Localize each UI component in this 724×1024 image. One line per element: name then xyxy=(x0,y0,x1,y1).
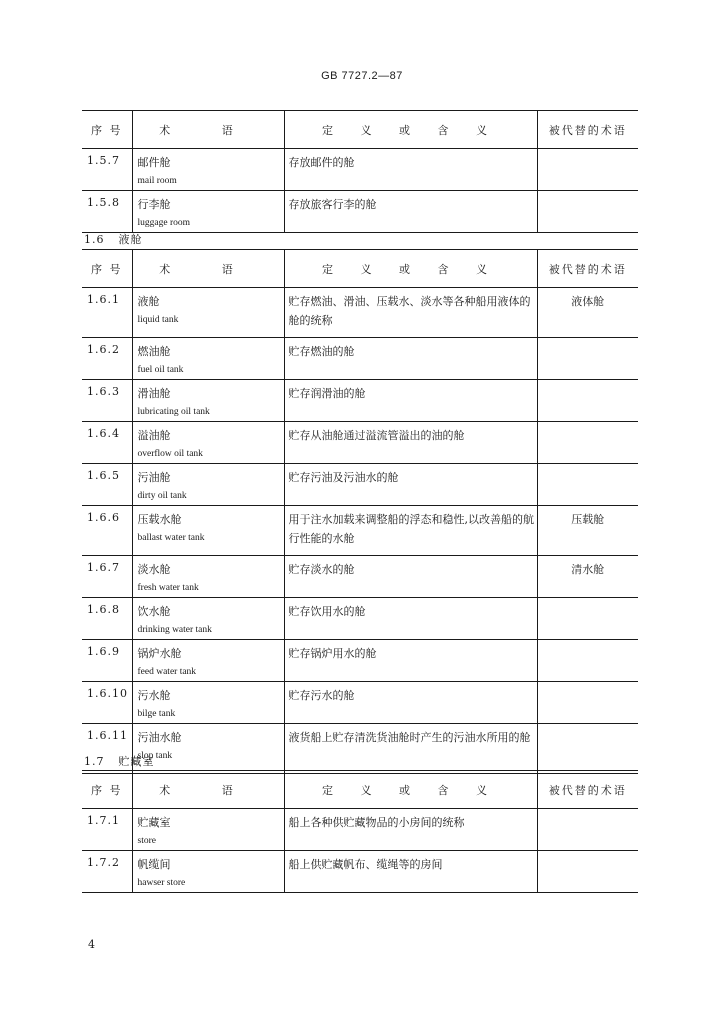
replaced-term xyxy=(537,380,638,422)
table-row xyxy=(82,288,638,338)
term-number: 1.6.1 xyxy=(82,288,132,338)
table-header-row xyxy=(82,111,638,149)
term-definition: 贮存燃油、滑油、压载水、淡水等各种船用液体的舱的统称 xyxy=(284,288,537,338)
terms-table-1-6 xyxy=(82,249,638,774)
term-number: 1.6.7 xyxy=(82,556,132,598)
term-cell xyxy=(132,380,284,422)
section-number: 1.6 xyxy=(84,233,105,246)
term-zh: 锅炉水舱 xyxy=(137,647,182,660)
term-definition: 贮存燃油的舱 xyxy=(284,338,537,380)
term-definition: 贮存从油舱通过溢流管溢出的油的舱 xyxy=(284,422,537,464)
header-term: 术 语 xyxy=(132,771,284,809)
header-term: 术 语 xyxy=(132,111,284,149)
term-cell xyxy=(132,149,284,191)
term-definition: 存放旅客行李的舱 xyxy=(284,191,537,233)
term-en: overflow oil tank xyxy=(137,449,203,459)
header-definition: 定 义 或 含 义 xyxy=(284,771,537,809)
replaced-term xyxy=(537,191,638,233)
term-zh: 滑油舱 xyxy=(137,387,171,400)
replaced-term xyxy=(537,464,638,506)
table-row xyxy=(82,851,638,893)
page-number: 4 xyxy=(88,938,95,951)
term-number: 1.6.2 xyxy=(82,338,132,380)
term-cell xyxy=(132,506,284,556)
table-row xyxy=(82,809,638,851)
replaced-term xyxy=(537,598,638,640)
term-en: store xyxy=(137,836,156,846)
term-en: mail room xyxy=(137,176,177,186)
term-number: 1.6.4 xyxy=(82,422,132,464)
term-en: liquid tank xyxy=(137,315,179,325)
term-en: hawser store xyxy=(137,878,186,888)
header-term: 术 语 xyxy=(132,250,284,288)
replaced-term xyxy=(537,682,638,724)
term-definition: 存放邮件的舱 xyxy=(284,149,537,191)
term-cell xyxy=(132,338,284,380)
replaced-term xyxy=(537,422,638,464)
term-zh: 贮藏室 xyxy=(137,816,171,829)
term-number: 1.6.9 xyxy=(82,640,132,682)
term-definition: 船上供贮藏帆布、缆绳等的房间 xyxy=(284,851,537,893)
term-number: 1.6.11 xyxy=(82,724,132,774)
term-number: 1.5.8 xyxy=(82,191,132,233)
replaced-term: 压载舱 xyxy=(537,506,638,556)
table-row xyxy=(82,598,638,640)
term-cell xyxy=(132,288,284,338)
term-zh: 淡水舱 xyxy=(137,563,171,576)
term-zh: 液舱 xyxy=(137,295,160,308)
term-en: drinking water tank xyxy=(137,625,212,635)
term-en: bilge tank xyxy=(137,709,176,719)
term-cell xyxy=(132,682,284,724)
term-definition: 贮存淡水的舱 xyxy=(284,556,537,598)
term-zh: 帆缆间 xyxy=(137,858,171,871)
replaced-term xyxy=(537,149,638,191)
term-cell xyxy=(132,422,284,464)
terms-table-1-5 xyxy=(82,110,638,233)
table-row xyxy=(82,338,638,380)
table-row xyxy=(82,682,638,724)
term-zh: 污水舱 xyxy=(137,689,171,702)
table-header-row xyxy=(82,250,638,288)
term-en: dirty oil tank xyxy=(137,491,187,501)
section-heading-1-7 xyxy=(84,753,155,769)
term-number: 1.6.5 xyxy=(82,464,132,506)
term-en: lubricating oil tank xyxy=(137,407,210,417)
header-definition: 定 义 或 含 义 xyxy=(284,111,537,149)
header-num: 序 号 xyxy=(82,771,132,809)
term-zh: 污油水舱 xyxy=(137,731,182,744)
header-replaced: 被代替的术语 xyxy=(537,771,638,809)
term-zh: 邮件舱 xyxy=(137,156,171,169)
term-en: feed water tank xyxy=(137,667,197,677)
term-en: slop tank xyxy=(137,751,173,761)
term-en: fuel oil tank xyxy=(137,365,184,375)
section-title: 液舱 xyxy=(118,233,143,246)
term-zh: 燃油舱 xyxy=(137,345,171,358)
term-definition: 贮存润滑油的舱 xyxy=(284,380,537,422)
replaced-term xyxy=(537,338,638,380)
term-definition: 贮存污油及污油水的舱 xyxy=(284,464,537,506)
term-number: 1.6.3 xyxy=(82,380,132,422)
replaced-term: 清水舱 xyxy=(537,556,638,598)
table-header-row xyxy=(82,771,638,809)
term-definition: 船上各种供贮藏物品的小房间的统称 xyxy=(284,809,537,851)
term-en: luggage room xyxy=(137,218,191,228)
header-num: 序 号 xyxy=(82,250,132,288)
term-definition: 贮存饮用水的舱 xyxy=(284,598,537,640)
header-num: 序 号 xyxy=(82,111,132,149)
term-definition: 液货船上贮存清洗货油舱时产生的污油水所用的舱 xyxy=(284,724,537,774)
term-definition: 贮存污水的舱 xyxy=(284,682,537,724)
term-number: 1.7.2 xyxy=(82,851,132,893)
term-number: 1.6.6 xyxy=(82,506,132,556)
term-cell xyxy=(132,464,284,506)
replaced-term xyxy=(537,724,638,774)
term-number: 1.6.8 xyxy=(82,598,132,640)
table-row xyxy=(82,506,638,556)
section-heading-1-6 xyxy=(84,231,143,247)
term-number: 1.7.1 xyxy=(82,809,132,851)
term-cell xyxy=(132,851,284,893)
replaced-term xyxy=(537,809,638,851)
term-en: fresh water tank xyxy=(137,583,199,593)
table-row xyxy=(82,149,638,191)
section-number: 1.7 xyxy=(84,755,105,768)
term-zh: 饮水舱 xyxy=(137,605,171,618)
document-code: GB 7727.2—87 xyxy=(321,70,403,82)
term-definition: 贮存锅炉用水的舱 xyxy=(284,640,537,682)
term-cell xyxy=(132,556,284,598)
term-number: 1.6.10 xyxy=(82,682,132,724)
header-definition: 定 义 或 含 义 xyxy=(284,250,537,288)
term-en: ballast water tank xyxy=(137,533,205,543)
table-row xyxy=(82,556,638,598)
term-zh: 行李舱 xyxy=(137,198,171,211)
table-row xyxy=(82,724,638,774)
table-row xyxy=(82,422,638,464)
header-replaced: 被代替的术语 xyxy=(537,250,638,288)
term-cell xyxy=(132,724,284,774)
term-cell xyxy=(132,809,284,851)
table-row xyxy=(82,380,638,422)
term-zh: 压载水舱 xyxy=(137,513,182,526)
term-cell xyxy=(132,598,284,640)
terms-table-1-7 xyxy=(82,770,638,893)
replaced-term xyxy=(537,851,638,893)
section-title: 贮藏室 xyxy=(118,755,155,768)
table-row xyxy=(82,464,638,506)
term-definition: 用于注水加载来调整船的浮态和稳性,以改善船的航行性能的水舱 xyxy=(284,506,537,556)
header-replaced: 被代替的术语 xyxy=(537,111,638,149)
term-cell xyxy=(132,640,284,682)
term-zh: 溢油舱 xyxy=(137,429,171,442)
table-row xyxy=(82,640,638,682)
table-row xyxy=(82,191,638,233)
replaced-term xyxy=(537,640,638,682)
replaced-term: 液体舱 xyxy=(537,288,638,338)
term-number: 1.5.7 xyxy=(82,149,132,191)
term-cell xyxy=(132,191,284,233)
term-zh: 污油舱 xyxy=(137,471,171,484)
